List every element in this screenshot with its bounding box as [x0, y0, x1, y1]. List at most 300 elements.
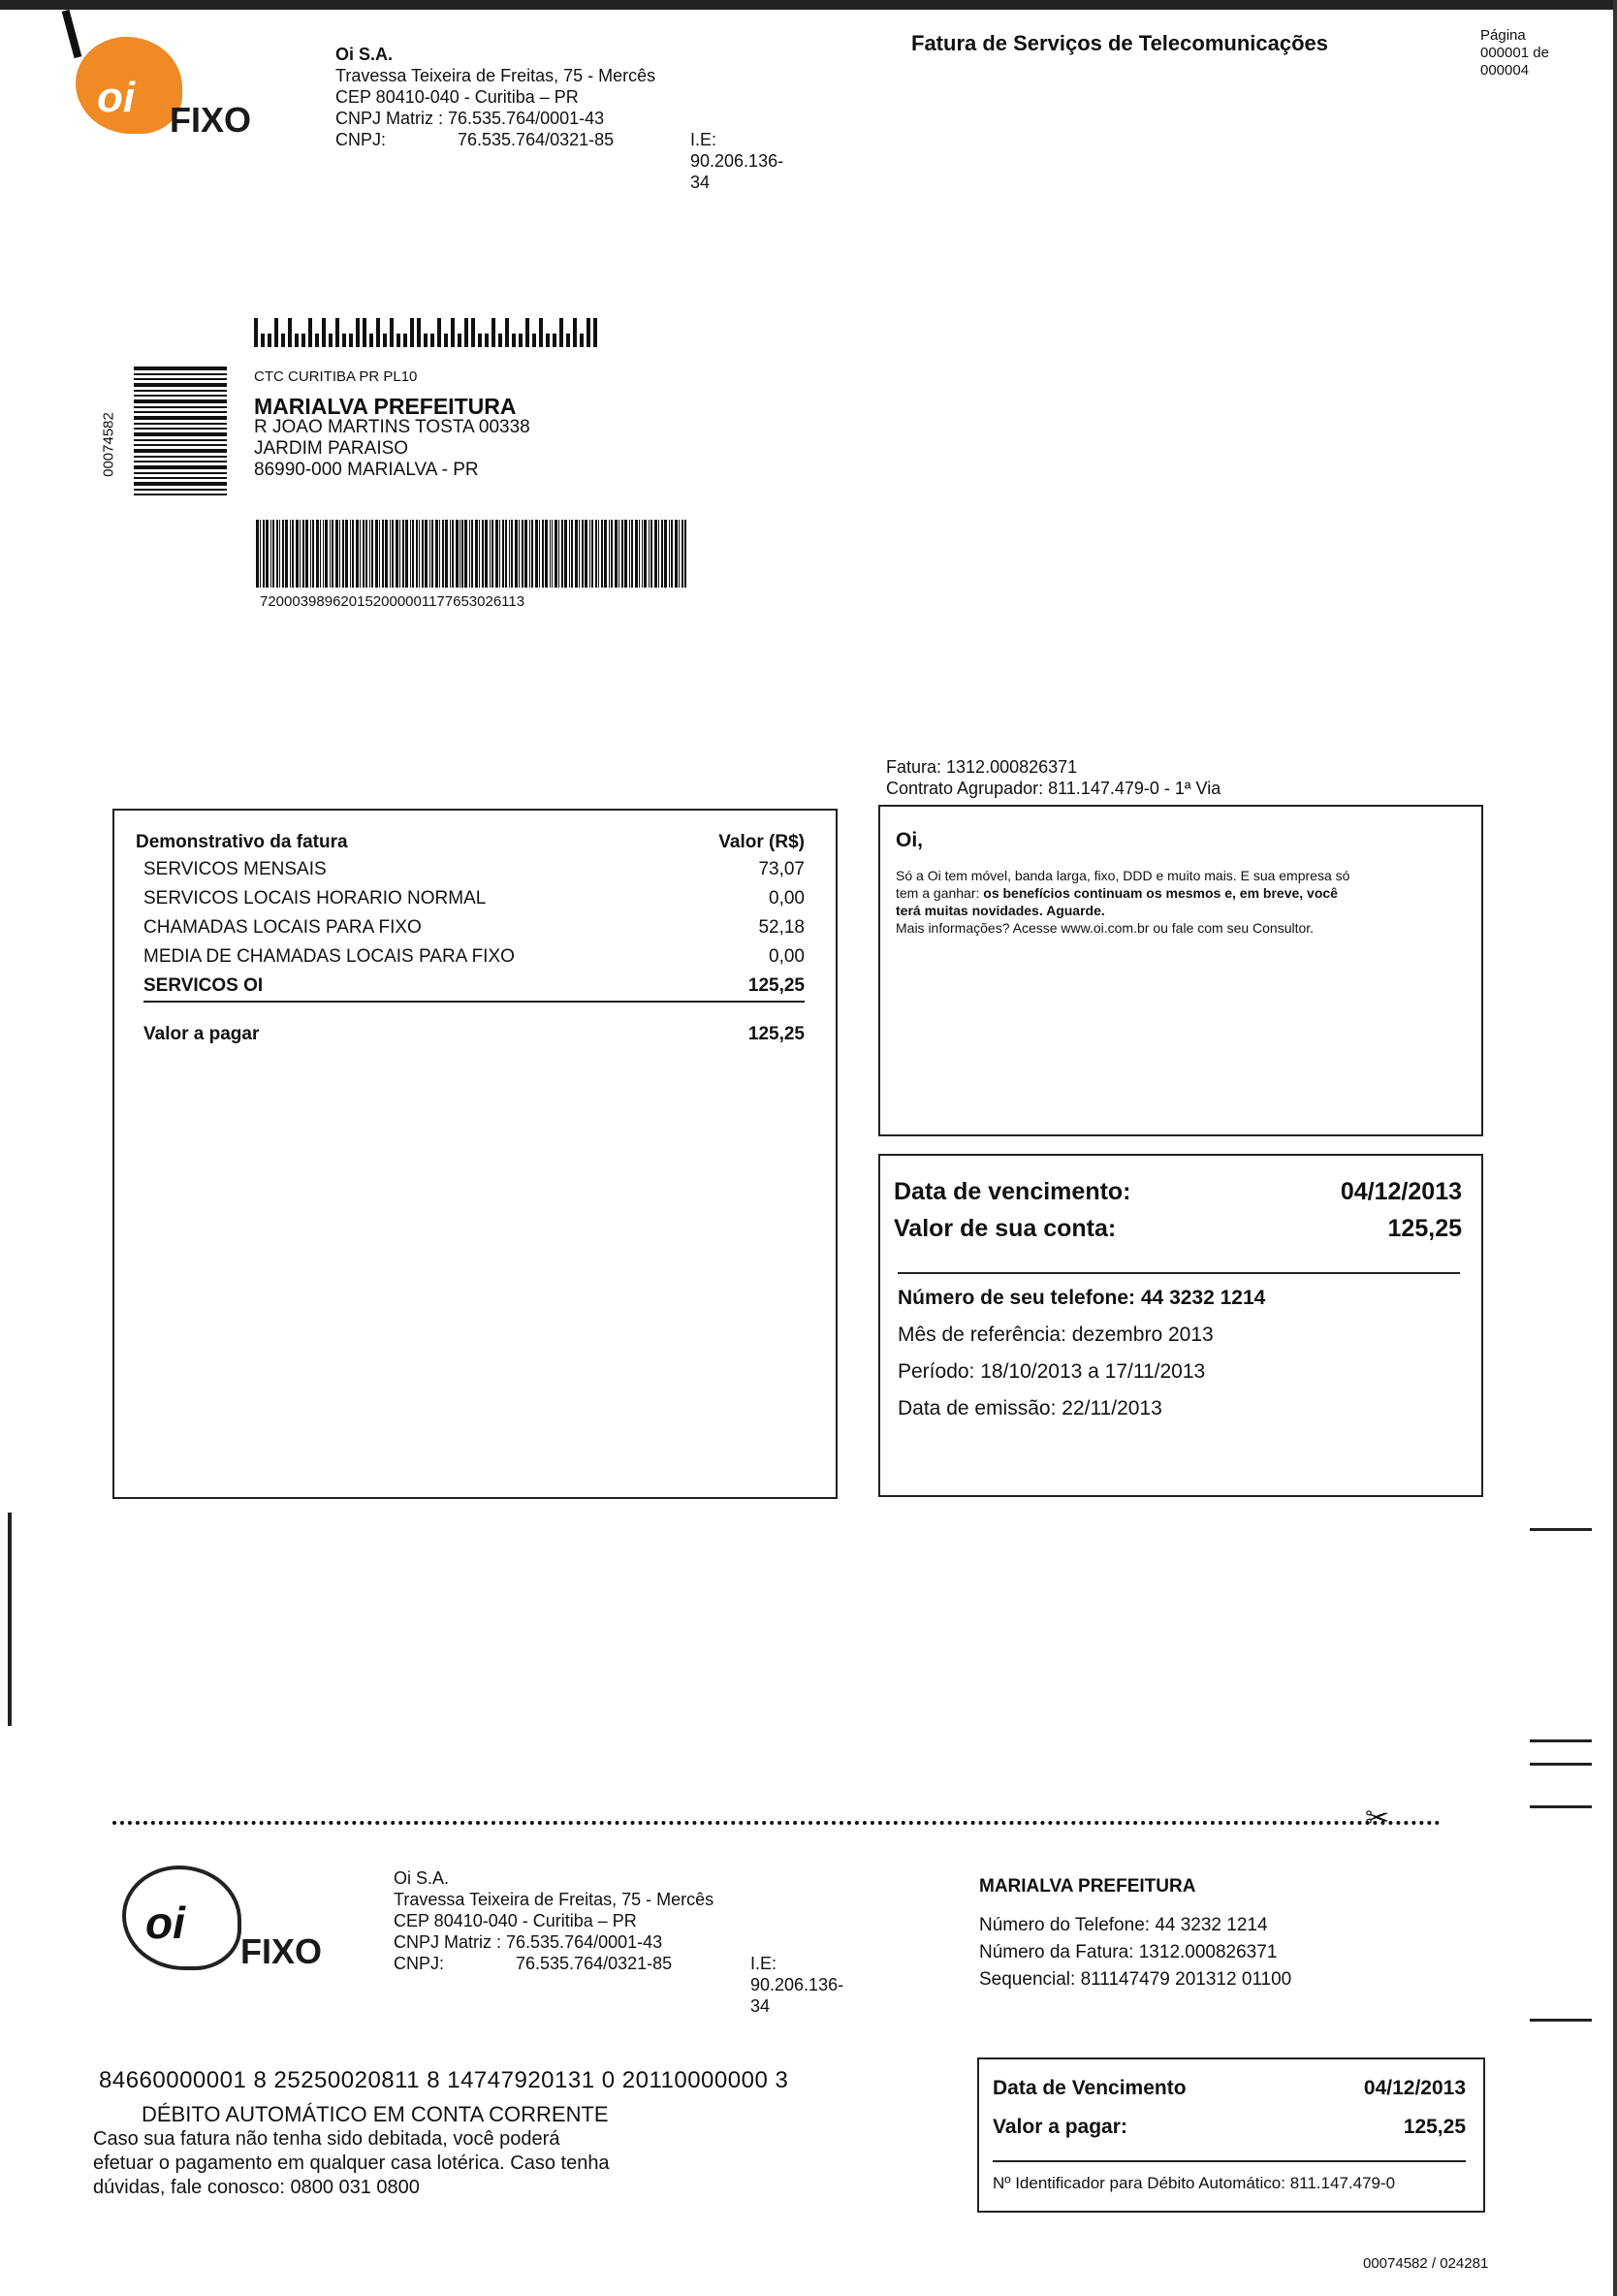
stub-customer-name: MARIALVA PREFEITURA	[979, 1876, 1196, 1897]
barcode-bar	[515, 520, 518, 588]
barcode-bar	[601, 520, 603, 588]
postal-bar	[519, 334, 523, 347]
postal-bar	[580, 334, 584, 347]
barcode-bar	[256, 520, 259, 588]
barcode-bar	[323, 520, 325, 588]
postal-bar	[593, 318, 597, 347]
footer-code: 00074582 / 024281	[1363, 2255, 1489, 2272]
barcode-bar	[305, 520, 308, 588]
recipient-name: MARIALVA PREFEITURA	[254, 394, 517, 419]
summary-box	[878, 1154, 1483, 1497]
barcode-bar	[435, 520, 438, 588]
barcode-bar	[325, 520, 328, 588]
barcode-bar	[260, 520, 261, 588]
barcode-bar	[302, 520, 304, 588]
barcode-bar	[396, 520, 398, 588]
stack-bar	[134, 489, 227, 491]
barcode-bar	[405, 520, 408, 588]
barcode-bar	[425, 520, 428, 588]
barcode-bar	[350, 520, 351, 588]
edge-tick	[1530, 1528, 1592, 1531]
debit-line: Caso sua fatura não tenha sido debitada, você poderá	[93, 2128, 560, 2150]
barcode-bar	[422, 520, 424, 588]
stack-bar	[134, 439, 227, 441]
barcode-bar	[450, 520, 451, 588]
stub-company-info	[394, 1867, 844, 2016]
statement-box	[112, 809, 838, 1499]
stub-phone: Número do Telefone: 44 3232 1214	[979, 1915, 1268, 1935]
phone-number: Número de seu telefone: 44 3232 1214	[898, 1287, 1266, 1309]
postal-bar	[295, 334, 299, 347]
barcode-bar	[649, 520, 650, 588]
barcode-bar	[339, 520, 340, 588]
postal-bar	[437, 318, 441, 347]
barcode-bar	[416, 520, 419, 588]
statement-item-label: MEDIA DE CHAMADAS LOCAIS PARA FIXO	[143, 946, 515, 967]
barcode-bar	[555, 520, 557, 588]
barcode-bar	[502, 520, 504, 588]
stub-due-label: Data de Vencimento	[993, 2077, 1187, 2099]
barcode-bar	[675, 520, 678, 588]
statement-item-value: 125,25	[747, 975, 805, 996]
mailing-route: CTC CURITIBA PR PL10	[254, 368, 418, 385]
barcode-bar	[644, 520, 647, 588]
barcode-bar	[569, 520, 570, 588]
barcode-bar	[615, 520, 618, 588]
oi-logo-icon	[76, 37, 182, 134]
barcode-bar	[491, 520, 493, 588]
barcode-bar	[561, 520, 563, 588]
postal-bar	[410, 318, 414, 347]
postal-bar	[308, 318, 312, 347]
barcode-bar	[335, 520, 338, 588]
barcode-bar	[360, 520, 361, 588]
statement-subtotal-row	[143, 972, 805, 1003]
stack-bar	[134, 399, 227, 403]
stub-ie: I.E: 90.206.136-34	[750, 1954, 844, 2016]
postal-bar	[559, 318, 563, 347]
barcode-bar	[519, 520, 520, 588]
statement-value-header: Valor (R$)	[718, 832, 805, 852]
barcode-bar	[412, 520, 414, 588]
barcode-bar	[575, 520, 578, 588]
barcode-bar	[539, 520, 540, 588]
stack-bar	[134, 482, 227, 486]
right-border	[1613, 0, 1617, 2296]
barcode-bar	[445, 520, 448, 588]
stub-logo-fixo-text: FIXO	[240, 1931, 323, 1971]
invoice-ids	[886, 756, 1221, 799]
vertical-code-label	[95, 396, 124, 502]
barcode-bar	[410, 520, 411, 588]
postal-bar	[390, 318, 394, 347]
stub-due-value: 04/12/2013	[1363, 2077, 1466, 2099]
postal-bar	[274, 318, 278, 347]
message-line: Só a Oi tem móvel, banda larga, fixo, DDD e muito mais. E sua empresa só	[896, 868, 1350, 883]
postal-bar	[322, 318, 326, 347]
amount-value: 125,25	[1387, 1215, 1462, 1242]
postal-bar	[512, 334, 516, 347]
stack-bar	[134, 461, 227, 462]
barcode-bar	[582, 520, 584, 588]
issue-date: Data de emissão: 22/11/2013	[898, 1397, 1162, 1419]
postal-barcode	[254, 318, 597, 347]
postal-bar	[268, 334, 271, 347]
barcode-bar	[310, 520, 311, 588]
postal-bar	[478, 334, 482, 347]
barcode-bar	[598, 520, 599, 588]
statement-total-row	[143, 1020, 805, 1049]
postal-bar	[553, 334, 556, 347]
recipient-district: JARDIM PARAISO	[254, 438, 409, 459]
barcode-bar	[452, 520, 454, 588]
barcode-bar	[542, 520, 544, 588]
scissors-icon: ✂	[1365, 1802, 1390, 1834]
barcode-bar	[431, 520, 433, 588]
barcode-bar	[495, 520, 498, 588]
postal-bar	[369, 334, 373, 347]
stub-logo-oi-text: oi	[145, 1897, 185, 1948]
stub-company-name: Oi S.A.	[394, 1868, 450, 1888]
postal-bar	[349, 334, 353, 347]
barcode-bar	[485, 520, 488, 588]
company-info	[335, 44, 784, 192]
stack-bar	[134, 465, 227, 469]
edge-tick	[1530, 1739, 1592, 1742]
amount-label: Valor de sua conta:	[894, 1215, 1117, 1242]
debit-title: DÉBITO AUTOMÁTICO EM CONTA CORRENTE	[142, 2102, 609, 2126]
barcode-bar	[475, 520, 478, 588]
edge-tick	[1530, 2019, 1592, 2022]
barcode-bar	[661, 520, 663, 588]
barcode-bar	[285, 520, 288, 588]
vertical-code-text: 00074582	[100, 412, 117, 477]
statement-total-label: Valor a pagar	[143, 1024, 260, 1044]
stub-amount-value: 125,25	[1403, 2116, 1466, 2138]
postal-bar	[491, 318, 495, 347]
postal-bar	[539, 318, 543, 347]
barcode-bar	[382, 520, 384, 588]
message-box	[878, 805, 1483, 1136]
barcode-bar	[522, 520, 523, 588]
due-date-label: Data de vencimento:	[894, 1178, 1131, 1205]
company-ie: I.E: 90.206.136-34	[690, 130, 784, 192]
edge-tick	[1530, 1805, 1592, 1808]
barcode-bar	[482, 520, 484, 588]
stack-bar	[134, 395, 227, 397]
barcode-bar	[292, 520, 294, 588]
barcode-bar	[682, 520, 683, 588]
barcode-bar	[654, 520, 657, 588]
stub-sequence: Sequencial: 811147479 201312 01100	[979, 1969, 1292, 1990]
page-number: 000001 de	[1480, 45, 1549, 61]
barcode-bar	[296, 520, 299, 588]
page-label: Página	[1480, 27, 1526, 44]
barcode-bar	[579, 520, 580, 588]
barcode-bar	[279, 520, 280, 588]
barcode-bar	[509, 520, 510, 588]
barcode-bar	[658, 520, 659, 588]
postal-bar	[301, 334, 305, 347]
message-line: tem a ganhar:	[896, 885, 984, 901]
barcode-bar	[469, 520, 470, 588]
stub-cnpj-label: CNPJ:	[394, 1954, 445, 1973]
postal-bar	[485, 334, 489, 347]
stack-bar	[134, 406, 227, 408]
stack-bar	[134, 456, 227, 458]
barcode-bar	[589, 520, 590, 588]
barcode-bar	[282, 520, 284, 588]
barcode-bar	[571, 520, 573, 588]
barcode-bar	[618, 520, 619, 588]
barcode-bar	[392, 520, 394, 588]
barcode-bar	[669, 520, 670, 588]
recipient-street: R JOAO MARTINS TOSTA 00338	[254, 417, 530, 437]
barcode-bar	[629, 520, 630, 588]
barcode-bar	[564, 520, 567, 588]
statement-row	[143, 884, 805, 913]
postal-bar	[525, 318, 529, 347]
statement-item-label: SERVICOS MENSAIS	[143, 859, 327, 879]
barcode-bar	[300, 520, 301, 588]
postal-bar	[396, 334, 400, 347]
statement-item-value: 52,18	[758, 917, 805, 938]
postal-bar	[254, 318, 258, 347]
barcode-bar	[671, 520, 673, 588]
postal-bar	[281, 334, 285, 347]
invoice-number: Fatura: 1312.000826371	[886, 757, 1078, 777]
postal-bar	[329, 334, 333, 347]
recipient-city: 86990-000 MARIALVA - PR	[254, 460, 479, 480]
barcode-bar	[399, 520, 400, 588]
barcode-bar	[402, 520, 404, 588]
logo-fixo-text: FIXO	[170, 100, 252, 140]
postal-bar	[424, 334, 428, 347]
postal-bar	[376, 318, 380, 347]
logo-oi-text: oi	[97, 74, 136, 121]
barcode-bar	[464, 520, 467, 588]
stack-bar	[134, 416, 227, 420]
barcode-bar	[352, 520, 354, 588]
barcode-bar	[679, 520, 680, 588]
barcode-bar	[558, 520, 559, 588]
mailing-address	[254, 367, 530, 481]
barcode-bar	[379, 520, 380, 588]
debit-id: Nº Identificador para Débito Automático: 811.147.479-0	[993, 2174, 1396, 2192]
stub-amount-label: Valor a pagar:	[993, 2116, 1127, 2138]
barcode-bar	[456, 520, 459, 588]
barcode-bar	[363, 520, 365, 588]
stub-company-address: Travessa Teixeira de Freitas, 75 - Mercês	[394, 1890, 714, 1909]
barcode-number: 720003989620152000001177653026113	[260, 593, 525, 610]
stack-bar	[134, 477, 227, 479]
edge-tick	[1530, 1763, 1592, 1766]
postal-bar	[288, 318, 292, 347]
statement-title: Demonstrativo da fatura	[136, 832, 348, 852]
postal-bar	[417, 318, 421, 347]
barcode-bar	[365, 520, 368, 588]
barcode-bar	[266, 520, 269, 588]
top-border	[0, 0, 1617, 10]
stub-summary-box	[977, 2057, 1485, 2213]
barcode-bar	[639, 520, 640, 588]
barcode-bar	[290, 520, 291, 588]
barcode-bar	[442, 520, 444, 588]
page-total: 000004	[1480, 62, 1530, 79]
main-barcode	[256, 520, 688, 588]
postal-bar	[342, 334, 346, 347]
barcode-bar	[531, 520, 533, 588]
stack-bar	[134, 444, 227, 446]
stack-bar	[134, 411, 227, 413]
document-title: Fatura de Serviços de Telecomunicações	[911, 31, 1328, 55]
company-cnpj-label: CNPJ:	[335, 130, 387, 149]
barcode-bar	[511, 520, 513, 588]
stub-company-cep: CEP 80410-040 - Curitiba – PR	[394, 1911, 637, 1930]
barcode-bar	[535, 520, 538, 588]
barcode-bar	[499, 520, 500, 588]
statement-item-label: SERVICOS LOCAIS HORARIO NORMAL	[143, 888, 487, 909]
barcode-bar	[611, 520, 613, 588]
barcode-bar	[356, 520, 359, 588]
company-cnpj-matriz: CNPJ Matriz : 76.535.764/0001-43	[335, 109, 605, 128]
postal-bar	[383, 334, 387, 347]
barcode-bar	[490, 520, 491, 588]
barcode-bar	[439, 520, 440, 588]
statement-row	[143, 913, 805, 942]
barcode-bar	[345, 520, 348, 588]
postal-bar	[335, 318, 339, 347]
postal-bar	[546, 334, 550, 347]
barcode-bar	[479, 520, 480, 588]
page-indicator	[1480, 27, 1549, 80]
barcode-bar	[650, 520, 652, 588]
stub-oi-fixo-logo	[122, 1866, 323, 1971]
barcode-bar	[664, 520, 667, 588]
cut-line	[112, 1821, 1441, 1825]
postal-bar	[566, 334, 570, 347]
postal-bar	[458, 334, 461, 347]
barcode-bar	[320, 520, 321, 588]
statement-item-value: 0,00	[769, 946, 805, 967]
postal-bar	[261, 334, 265, 347]
barcode-bar	[545, 520, 548, 588]
stack-bar	[134, 494, 227, 495]
barcode-bar	[330, 520, 331, 588]
barcode-bar	[390, 520, 391, 588]
postal-bar	[356, 318, 360, 347]
stack-bar	[134, 383, 227, 387]
postal-bar	[403, 334, 407, 347]
barcode-bar	[624, 520, 627, 588]
stack-bar	[134, 373, 227, 375]
stub-customer-info	[979, 1873, 1291, 1993]
postal-bar	[451, 318, 455, 347]
barcode-bar	[529, 520, 530, 588]
stub-invoice-number: Número da Fatura: 1312.000826371	[979, 1942, 1278, 1962]
statement-row	[143, 855, 805, 884]
barcode-bar	[461, 520, 463, 588]
barcode-bar	[332, 520, 333, 588]
postal-bar	[532, 334, 536, 347]
barcode-bar	[312, 520, 314, 588]
billing-period: Período: 18/10/2013 a 17/11/2013	[898, 1360, 1206, 1383]
statement-total-value: 125,25	[747, 1024, 805, 1044]
barcode-bar	[604, 520, 607, 588]
barcode-bar	[270, 520, 271, 588]
barcode-bar	[272, 520, 274, 588]
postal-bar	[573, 318, 577, 347]
statement-item-label: SERVICOS OI	[143, 975, 264, 996]
stack-bar	[134, 449, 227, 453]
message-greeting: Oi,	[896, 829, 924, 851]
barcode-bar	[591, 520, 593, 588]
message-line: terá muitas novidades. Aguarde.	[896, 903, 1105, 918]
barcode-bar	[609, 520, 610, 588]
oi-fixo-logo	[76, 37, 252, 140]
barcode-bar	[429, 520, 430, 588]
stack-bar	[134, 428, 227, 430]
postal-bar	[430, 334, 434, 347]
postal-bar	[471, 318, 475, 347]
postal-bar	[464, 318, 468, 347]
postal-bar	[498, 334, 502, 347]
barcode-bar	[342, 520, 344, 588]
company-name: Oi S.A.	[335, 45, 394, 64]
barcode-bar	[385, 520, 388, 588]
postal-bar	[505, 318, 509, 347]
statement-item-value: 73,07	[758, 859, 805, 879]
company-cep: CEP 80410-040 - Curitiba – PR	[335, 87, 579, 107]
debit-line: dúvidas, fale conosco: 0800 031 0800	[93, 2177, 420, 2198]
stub-oi-logo-icon	[122, 1866, 241, 1970]
reference-month: Mês de referência: dezembro 2013	[898, 1323, 1214, 1346]
debit-line: efetuar o pagamento em qualquer casa lotérica. Caso tenha	[93, 2152, 610, 2174]
stub-company-cnpj-matriz: CNPJ Matriz : 76.535.764/0001-43	[394, 1932, 663, 1952]
stacked-barcode	[134, 367, 227, 504]
statement-item-value: 0,00	[769, 888, 805, 909]
left-scan-mark	[8, 1513, 12, 1726]
barcode-bar	[371, 520, 373, 588]
barcode-bar	[471, 520, 473, 588]
postal-bar	[363, 318, 366, 347]
barcode-bar	[375, 520, 378, 588]
barcode-bar	[263, 520, 265, 588]
stack-bar	[134, 390, 227, 392]
company-cnpj: 76.535.764/0321-85	[458, 130, 615, 149]
stack-bar	[134, 472, 227, 474]
message-highlight: os benefícios continuam os mesmos e, em breve, você	[983, 885, 1338, 901]
barcode-bar	[419, 520, 420, 588]
due-date-value: 04/12/2013	[1340, 1178, 1462, 1205]
postal-bar	[587, 318, 590, 347]
postal-bar	[315, 334, 319, 347]
postal-bar	[444, 334, 448, 347]
barcode-bar	[276, 520, 279, 588]
stack-bar	[134, 423, 227, 425]
barcode-bar	[369, 520, 370, 588]
stack-bar	[134, 432, 227, 436]
barcode-bar	[631, 520, 633, 588]
barcode-bar	[552, 520, 554, 588]
barcode-bar	[505, 520, 508, 588]
barcode-bar	[595, 520, 598, 588]
barcode-bar	[585, 520, 587, 588]
barcode-bar	[524, 520, 527, 588]
statement-row	[143, 942, 805, 972]
company-address: Travessa Teixeira de Freitas, 75 - Mercês	[335, 66, 656, 85]
stack-bar	[134, 367, 227, 370]
